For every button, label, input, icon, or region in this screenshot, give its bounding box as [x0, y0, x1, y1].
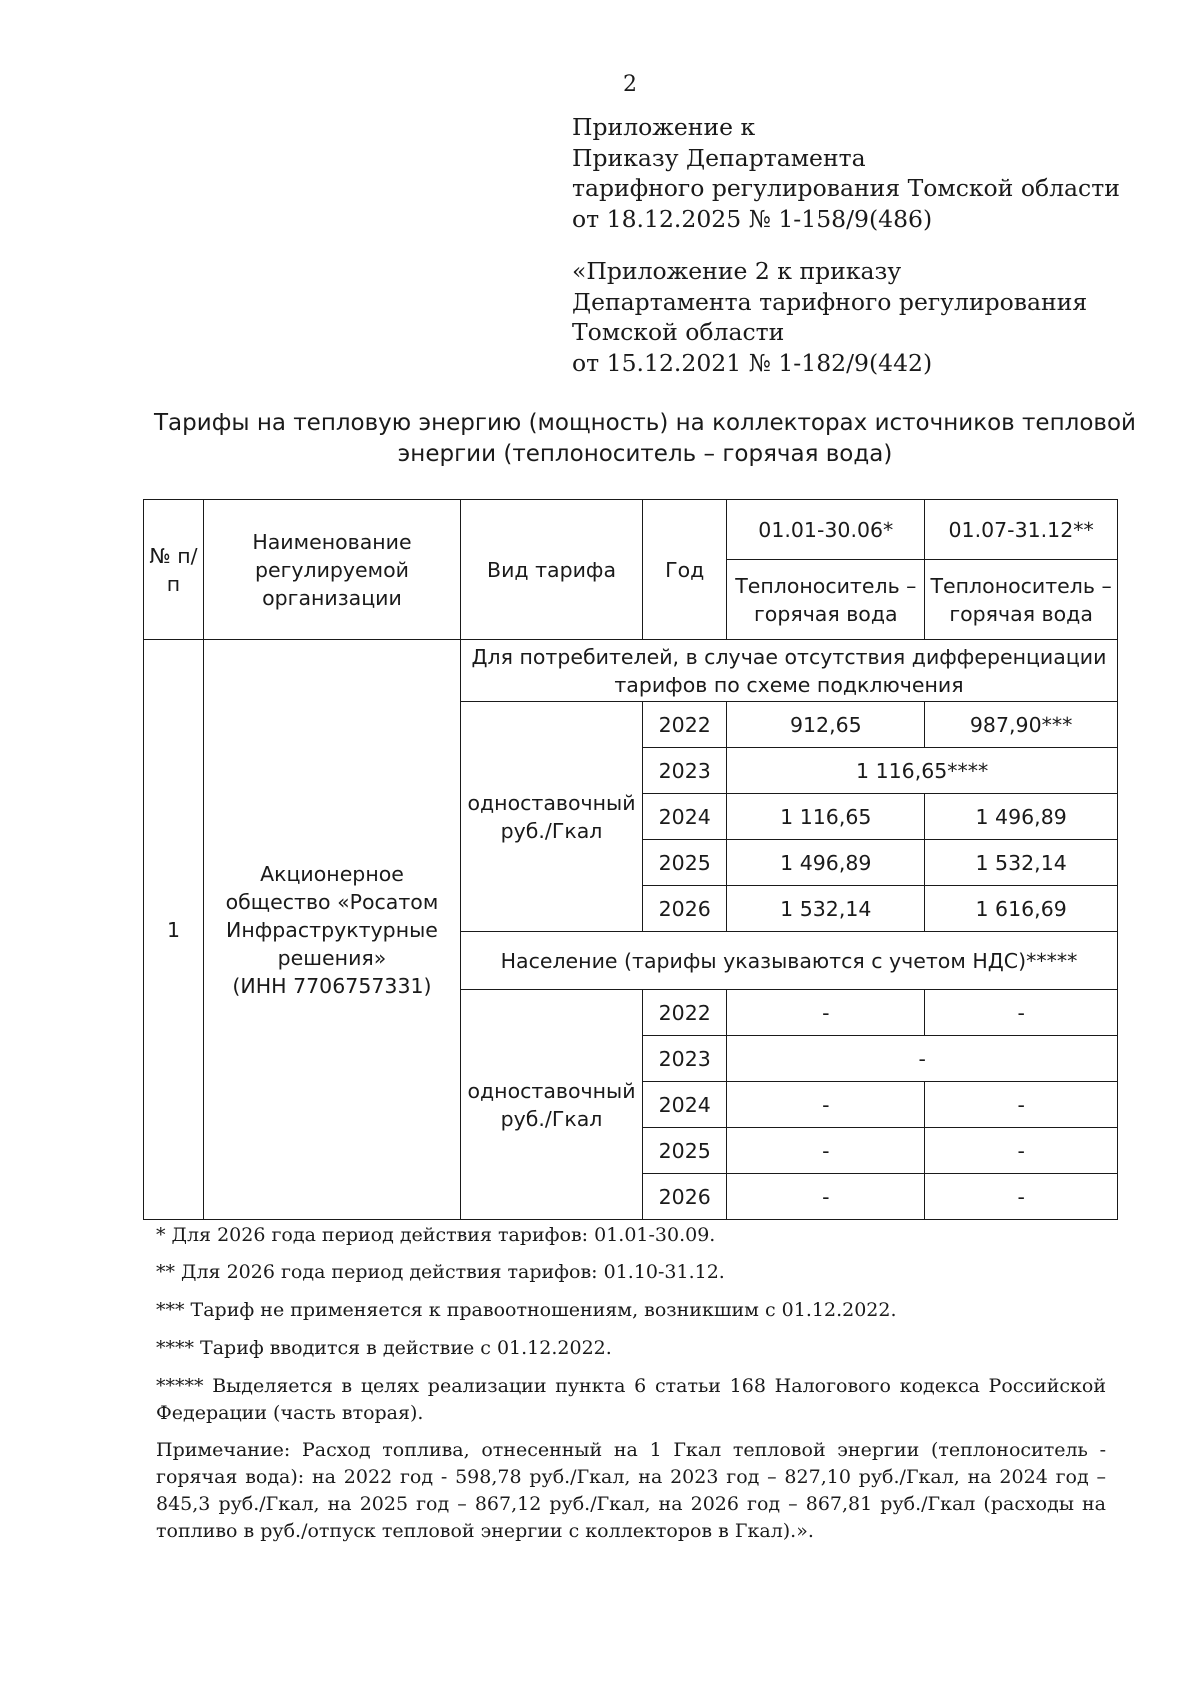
- value-cell: 987,90***: [925, 702, 1118, 748]
- title-line: Тарифы на тепловую энергию (мощность) на коллекторах источников тепловой: [154, 410, 1136, 436]
- value-cell: -: [727, 1174, 925, 1220]
- value-cell: 1 496,89: [727, 840, 925, 886]
- merged-value-cell: 1 116,65****: [727, 748, 1118, 794]
- value-cell: 1 532,14: [727, 886, 925, 932]
- footnote: *** Тариф не применяется к правоотношениям, возникшим с 01.12.2022.: [156, 1299, 897, 1321]
- org-line: Акционерное: [260, 861, 404, 886]
- appendix-line: от 18.12.2025 № 1-158/9(486): [572, 204, 933, 233]
- header-org-name: Наименование регулируемой организации: [204, 500, 461, 640]
- year-cell: 2022: [643, 990, 727, 1036]
- value-cell: 1 116,65: [727, 794, 925, 840]
- footnote: **** Тариф вводится в действие с 01.12.2022.: [156, 1337, 612, 1359]
- appendix-line: Приказу Департамента: [572, 143, 866, 172]
- page-number: 2: [623, 72, 637, 97]
- appendix2-header: [572, 256, 1087, 378]
- appendix-line: тарифного регулирования Томской области: [572, 174, 1120, 202]
- org-line: общество «Росатом: [225, 889, 439, 914]
- org-line: (ИНН 7706757331): [232, 973, 432, 998]
- appendix-line: Приложение к: [572, 113, 756, 141]
- org-line: Инфраструктурные: [226, 917, 438, 942]
- appendix2-line: «Приложение 2 к приказу: [572, 257, 902, 285]
- appendix2-line: Томской области: [572, 318, 785, 346]
- section1-tariff-type: одноставочный руб./Гкал: [460, 702, 642, 932]
- header-num: № п/п: [144, 500, 204, 640]
- year-cell: 2022: [643, 702, 727, 748]
- value-cell: -: [925, 1174, 1118, 1220]
- year-cell: 2025: [643, 1128, 727, 1174]
- value-cell: -: [925, 990, 1118, 1036]
- section1-title: Для потребителей, в случае отсутствия дифференциации тарифов по схеме подключения: [460, 640, 1117, 702]
- year-cell: 2024: [643, 1082, 727, 1128]
- title-line: энергии (теплоноситель – горячая вода): [397, 441, 893, 467]
- organization-cell: [204, 640, 461, 1220]
- appendix-header: [572, 112, 1120, 234]
- merged-value-cell: -: [727, 1036, 1118, 1082]
- footnote: ***** Выделяется в целях реализации пункта 6 статьи 168 Налогового кодекса Российской Федерации (часть вторая).: [156, 1375, 1106, 1424]
- value-cell: -: [727, 1082, 925, 1128]
- document-title: [150, 408, 1140, 470]
- value-cell: 1 616,69: [925, 886, 1118, 932]
- year-cell: 2023: [643, 748, 727, 794]
- value-cell: -: [727, 1128, 925, 1174]
- year-cell: 2025: [643, 840, 727, 886]
- value-cell: 912,65: [727, 702, 925, 748]
- year-cell: 2026: [643, 1174, 727, 1220]
- value-cell: -: [925, 1082, 1118, 1128]
- header-carrier1: Теплоноситель – горячая вода: [727, 560, 925, 640]
- value-cell: -: [727, 990, 925, 1036]
- tariff-table: [143, 499, 1118, 1220]
- footnote: * Для 2026 года период действия тарифов: 01.01-30.09.: [156, 1224, 716, 1246]
- year-cell: 2024: [643, 794, 727, 840]
- year-cell: 2026: [643, 886, 727, 932]
- section2-title: Население (тарифы указываются с учетом НДС)*****: [460, 932, 1117, 990]
- value-cell: -: [925, 1128, 1118, 1174]
- fuel-note: Примечание: Расход топлива, отнесенный на 1 Гкал тепловой энергии (теплоноситель - горячая вода): на 2022 год - 598,78 руб./Гкал, на 2023 год – 827,10 руб./Гкал, на 2024 год – 845,3 руб./Гкал, на 2025 год – 867,12 руб./Гкал, на 2026 год – 867,81 руб./Гкал (расходы на топливо в руб./отпуск тепловой энергии с коллекторов в Гкал).».: [156, 1439, 1106, 1542]
- header-carrier2: Теплоноситель – горячая вода: [925, 560, 1118, 640]
- header-period2: 01.07-31.12**: [925, 500, 1118, 560]
- value-cell: 1 532,14: [925, 840, 1118, 886]
- value-cell: 1 496,89: [925, 794, 1118, 840]
- appendix2-line: от 15.12.2021 № 1-182/9(442): [572, 348, 933, 377]
- header-tariff-type: Вид тарифа: [460, 500, 642, 640]
- row-number-cell: 1: [144, 640, 204, 1220]
- header-period1: 01.01-30.06*: [727, 500, 925, 560]
- year-cell: 2023: [643, 1036, 727, 1082]
- header-year: Год: [643, 500, 727, 640]
- org-line: решения»: [277, 945, 387, 970]
- footnote: ** Для 2026 года период действия тарифов: 01.10-31.12.: [156, 1261, 725, 1283]
- section2-tariff-type: одноставочный руб./Гкал: [460, 990, 642, 1220]
- appendix2-line: Департамента тарифного регулирования: [572, 287, 1088, 316]
